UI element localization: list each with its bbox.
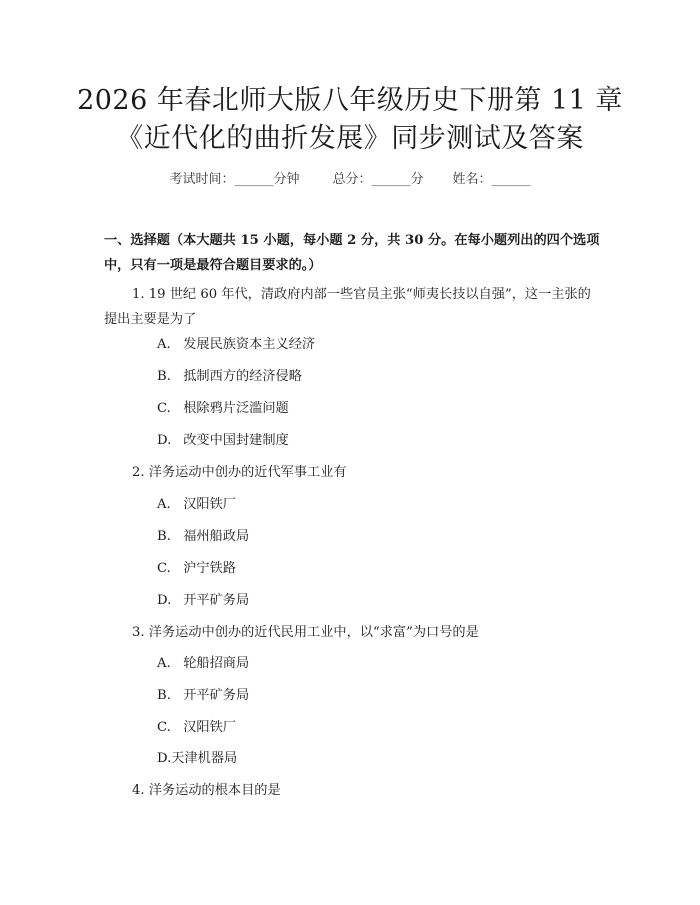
- option-letter: D.: [157, 751, 172, 766]
- option-text: 天津机器局: [171, 751, 238, 766]
- answer-option: [157, 494, 236, 516]
- option-letter: B.: [157, 529, 171, 544]
- exam-meta: [0, 168, 700, 187]
- document-title-line-2: 《近代化的曲折发展》同步测试及答案: [116, 123, 584, 154]
- question-stem: 4. 洋务运动的根本目的是: [132, 783, 281, 798]
- answer-option: [157, 590, 249, 612]
- question-stem: 1. 19 世纪 60 年代，清政府内部一些官员主张“师夷长技以自强”，这一主张的提出主要是为了: [104, 287, 591, 327]
- option-text: 改变中国封建制度: [183, 433, 289, 448]
- option-letter: D.: [157, 593, 172, 608]
- exam-time-label: 考试时间：______分钟: [169, 172, 300, 187]
- option-text: 抵制西方的经济侵略: [183, 369, 302, 384]
- option-text: 开平矿务局: [183, 688, 250, 703]
- answer-option: [157, 334, 315, 356]
- answer-option: [157, 717, 236, 739]
- option-text: 轮船招商局: [183, 656, 250, 671]
- option-letter: C.: [157, 401, 171, 416]
- option-letter: A.: [157, 337, 171, 352]
- student-name-label: 姓名：______: [452, 172, 531, 187]
- option-text: 汉阳铁厂: [183, 720, 236, 735]
- option-text: 开平矿务局: [183, 593, 250, 608]
- option-text: 汉阳铁厂: [183, 497, 236, 512]
- option-letter: B.: [157, 369, 171, 384]
- answer-option: [157, 366, 302, 388]
- answer-option: [157, 526, 249, 548]
- option-letter: A.: [157, 656, 171, 671]
- question-stem: 2. 洋务运动中创办的近代军事工业有: [132, 465, 347, 480]
- section-heading: 一、选择题（本大题共 15 小题，每小题 2 分，共 30 分。在每小题列出的四个选项中，只有一项是最符合题目要求的。）: [104, 233, 600, 273]
- option-letter: A.: [157, 497, 171, 512]
- document-title-line-1: 2026 年春北师大版八年级历史下册第 11 章: [77, 85, 623, 116]
- total-score-label: 总分：______分: [332, 172, 424, 187]
- option-text: 沪宁铁路: [183, 561, 236, 576]
- option-text: 福州船政局: [183, 529, 250, 544]
- answer-option: [157, 653, 249, 675]
- answer-option: [157, 430, 289, 452]
- question-stem: 3. 洋务运动中创办的近代民用工业中，以“求富”为口号的是: [132, 625, 479, 640]
- option-text: 根除鸦片泛滥问题: [183, 401, 289, 416]
- answer-option: [157, 398, 289, 420]
- option-letter: B.: [157, 688, 171, 703]
- answer-option: [157, 685, 249, 707]
- option-letter: D.: [157, 433, 172, 448]
- option-letter: C.: [157, 561, 171, 576]
- option-text: 发展民族资本主义经济: [183, 337, 316, 352]
- option-letter: C.: [157, 720, 171, 735]
- answer-option: [157, 558, 236, 580]
- answer-option: [157, 748, 237, 770]
